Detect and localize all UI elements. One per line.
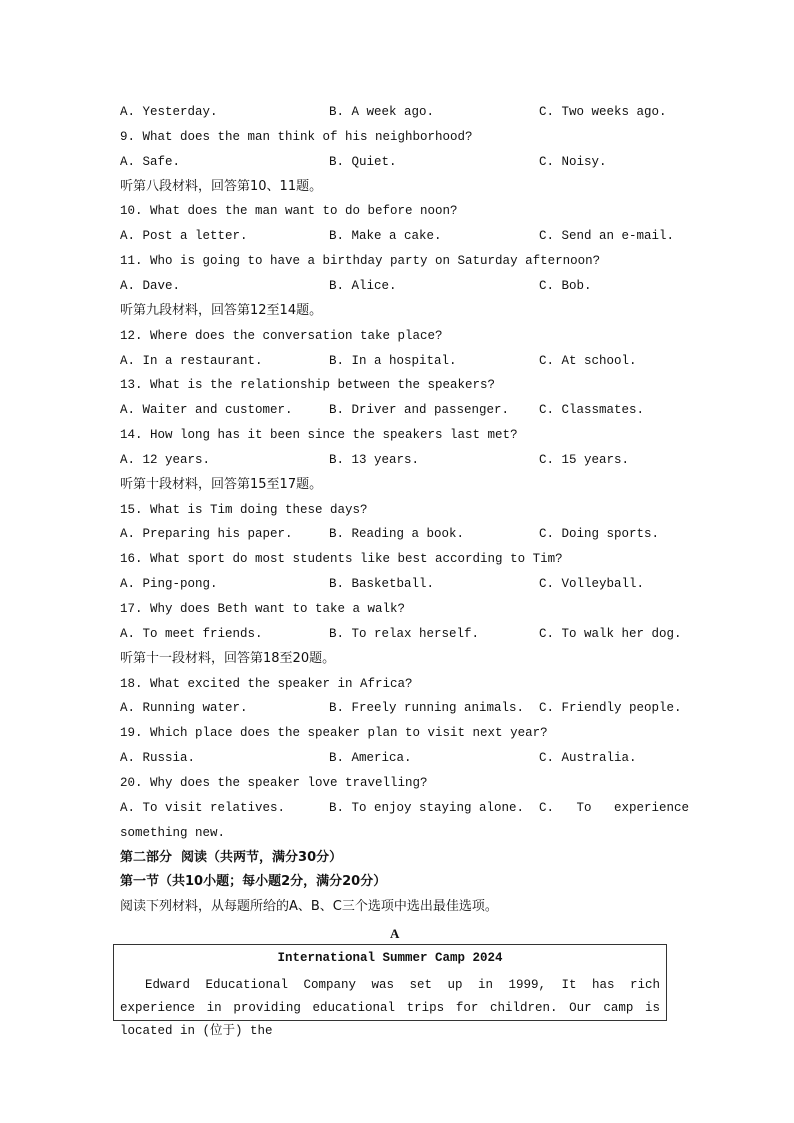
- instruction-text: 阅读下列材料，从每题所给的A、B、C三个选项中选出最佳选项。: [120, 899, 498, 914]
- section-heading: 第一节（共10小题；每小题2分，满分20分）: [120, 874, 387, 889]
- question-text: 20. Why does the speaker love travelling?: [120, 776, 428, 790]
- option-b: B. America.: [329, 751, 412, 765]
- option-a: A. Dave.: [120, 279, 181, 293]
- option-c: C. Friendly people.: [539, 701, 682, 715]
- section-heading: 第二部分 阅读（共两节，满分30分）: [120, 850, 343, 865]
- option-row: [120, 797, 690, 819]
- option-a: A. 12 years.: [120, 453, 211, 467]
- option-a: A. Safe.: [120, 155, 181, 169]
- option-b: B. Driver and passenger.: [329, 403, 510, 417]
- option-a: A. Running water.: [120, 701, 248, 715]
- option-row: [120, 697, 680, 719]
- question-text: 12. Where does the conversation take place?: [120, 329, 443, 343]
- option-c: C. Bob.: [539, 279, 592, 293]
- option-b: B. Quiet.: [329, 155, 397, 169]
- option-c: C. Two weeks ago.: [539, 105, 667, 119]
- instruction-text: 听第十段材料，回答第15至17题。: [120, 477, 323, 492]
- option-b: B. 13 years.: [329, 453, 420, 467]
- option-b: B. Reading a book.: [329, 527, 465, 541]
- option-row: [120, 225, 680, 247]
- question-text: 16. What sport do most students like best according to Tim?: [120, 552, 563, 566]
- option-a: A. To visit relatives.: [120, 801, 286, 815]
- option-c: C. 15 years.: [539, 453, 630, 467]
- option-c: C. Classmates.: [539, 403, 645, 417]
- option-c: C. Noisy.: [539, 155, 607, 169]
- option-row: [120, 101, 680, 123]
- question-text: 18. What excited the speaker in Africa?: [120, 677, 413, 691]
- option-a: A. Russia.: [120, 751, 196, 765]
- question-text: 17. Why does Beth want to take a walk?: [120, 602, 406, 616]
- option-a: A. To meet friends.: [120, 627, 263, 641]
- option-a: A. Waiter and customer.: [120, 403, 293, 417]
- option-a: A. In a restaurant.: [120, 354, 263, 368]
- option-row: [120, 399, 680, 421]
- option-row: [120, 275, 680, 297]
- option-row: [120, 151, 680, 173]
- option-row: [120, 747, 680, 769]
- section-letter: A: [390, 926, 400, 941]
- option-b: B. Basketball.: [329, 577, 435, 591]
- passage-text: Edward Educational Company was set up in 1999, It has rich experience in providing educational trips for children. Our camp is located in (位于) the: [120, 978, 660, 1038]
- option-row: [120, 350, 680, 372]
- option-c: C. Send an e-mail.: [539, 229, 675, 243]
- option-b: B. Make a cake.: [329, 229, 442, 243]
- option-a: A. Preparing his paper.: [120, 527, 293, 541]
- option-c: C. Doing sports.: [539, 527, 660, 541]
- option-b: B. In a hospital.: [329, 354, 457, 368]
- question-text: 9. What does the man think of his neighborhood?: [120, 130, 473, 144]
- option-row: [120, 449, 680, 471]
- option-row: [120, 623, 680, 645]
- instruction-text: 听第十一段材料，回答第18至20题。: [120, 651, 336, 666]
- question-text: 14. How long has it been since the speakers last met?: [120, 428, 518, 442]
- option-a: A. Ping-pong.: [120, 577, 218, 591]
- option-c: C. To walk her dog.: [539, 627, 682, 641]
- option-c: C. To experience: [539, 801, 690, 815]
- question-text: something new.: [120, 826, 226, 840]
- question-text: 15. What is Tim doing these days?: [120, 503, 368, 517]
- option-b: B. To enjoy staying alone.: [329, 801, 525, 815]
- option-c: C. At school.: [539, 354, 637, 368]
- instruction-text: 听第九段材料，回答第12至14题。: [120, 303, 323, 318]
- passage-box: [113, 944, 667, 1038]
- option-b: B. Freely running animals.: [329, 701, 525, 715]
- instruction-text: 听第八段材料，回答第10、11题。: [120, 179, 323, 194]
- option-a: A. Post a letter.: [120, 229, 248, 243]
- question-text: 10. What does the man want to do before noon?: [120, 204, 458, 218]
- question-text: 13. What is the relationship between the speakers?: [120, 378, 496, 392]
- option-b: B. A week ago.: [329, 105, 435, 119]
- option-row: [120, 523, 680, 545]
- question-text: 19. Which place does the speaker plan to visit next year?: [120, 726, 548, 740]
- question-text: 11. Who is going to have a birthday party on Saturday afternoon?: [120, 254, 601, 268]
- option-c: C. Australia.: [539, 751, 637, 765]
- option-c: C. Volleyball.: [539, 577, 645, 591]
- option-b: B. Alice.: [329, 279, 397, 293]
- option-row: [120, 573, 680, 595]
- option-b: B. To relax herself.: [329, 627, 480, 641]
- passage-title: International Summer Camp 2024: [277, 951, 503, 965]
- option-a: A. Yesterday.: [120, 105, 218, 119]
